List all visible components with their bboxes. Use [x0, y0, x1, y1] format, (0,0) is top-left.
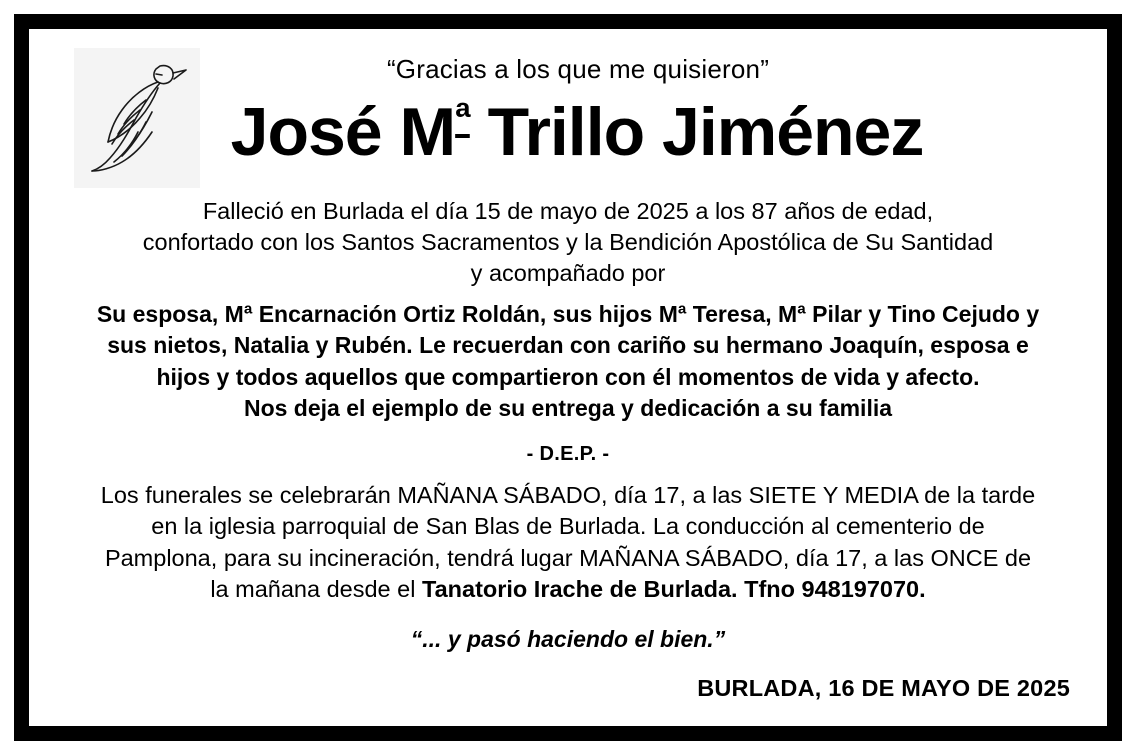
family-line-1: Su esposa, Mª Encarnación Ortiz Roldán, sus hijos Mª Teresa, Mª Pilar y Tino Cejudo y — [96, 300, 1040, 327]
family-line-2: sus nietos, Natalia y Rubén. Le recuerdan con cariño su hermano Joaquín, esposa e — [107, 332, 1029, 359]
funeral-line-1: Los funerales se celebrarán MAÑANA SÁBADO, día 17, a las SIETE Y MEDIA de la tarde — [100, 481, 1036, 508]
family-line-3: hijos y todos aquellos que compartieron con él momentos de vida y afecto. — [156, 363, 980, 390]
death-details — [62, 196, 1074, 289]
name-part-first: José M — [230, 94, 456, 171]
top-quote: “Gracias a los que me quisieron” — [386, 54, 770, 84]
name-part-rest: Trillo Jiménez — [469, 94, 924, 171]
death-line-1: Falleció en Burlada el día 15 de mayo de 2025 a los 87 años de edad, — [202, 197, 934, 224]
name-ordinal: ª — [455, 94, 470, 141]
death-line-2: confortado con los Santos Sacramentos y la Bendición Apostólica de Su Santidad — [142, 228, 994, 255]
funeral-line-2: en la iglesia parroquial de San Blas de Burlada. La conducción al cementerio de — [151, 513, 985, 540]
funeral-line-4 — [62, 574, 1074, 605]
funeral-line-4-prefix: la mañana desde el — [210, 576, 422, 603]
funeral-details — [62, 480, 1074, 606]
death-line-3: y acompañado por — [470, 259, 666, 286]
deceased-name — [62, 95, 1074, 170]
dep-label: - D.E.P. - — [526, 442, 610, 465]
family-details — [62, 299, 1074, 425]
dove-icon — [74, 48, 200, 188]
funeral-venue-phone: Tanatorio Irache de Burlada. Tfno 948197070. — [421, 576, 926, 603]
family-line-4: Nos deja el ejemplo de su entrega y dedicación a su familia — [243, 395, 893, 422]
bottom-quote: “... y pasó haciendo el bien.” — [410, 625, 726, 652]
place-date: BURLADA, 16 DE MAYO DE 2025 — [697, 674, 1070, 701]
funeral-line-3: Pamplona, para su incineración, tendrá lugar MAÑANA SÁBADO, día 17, a las ONCE de — [104, 544, 1032, 571]
notice-content — [40, 34, 1096, 722]
